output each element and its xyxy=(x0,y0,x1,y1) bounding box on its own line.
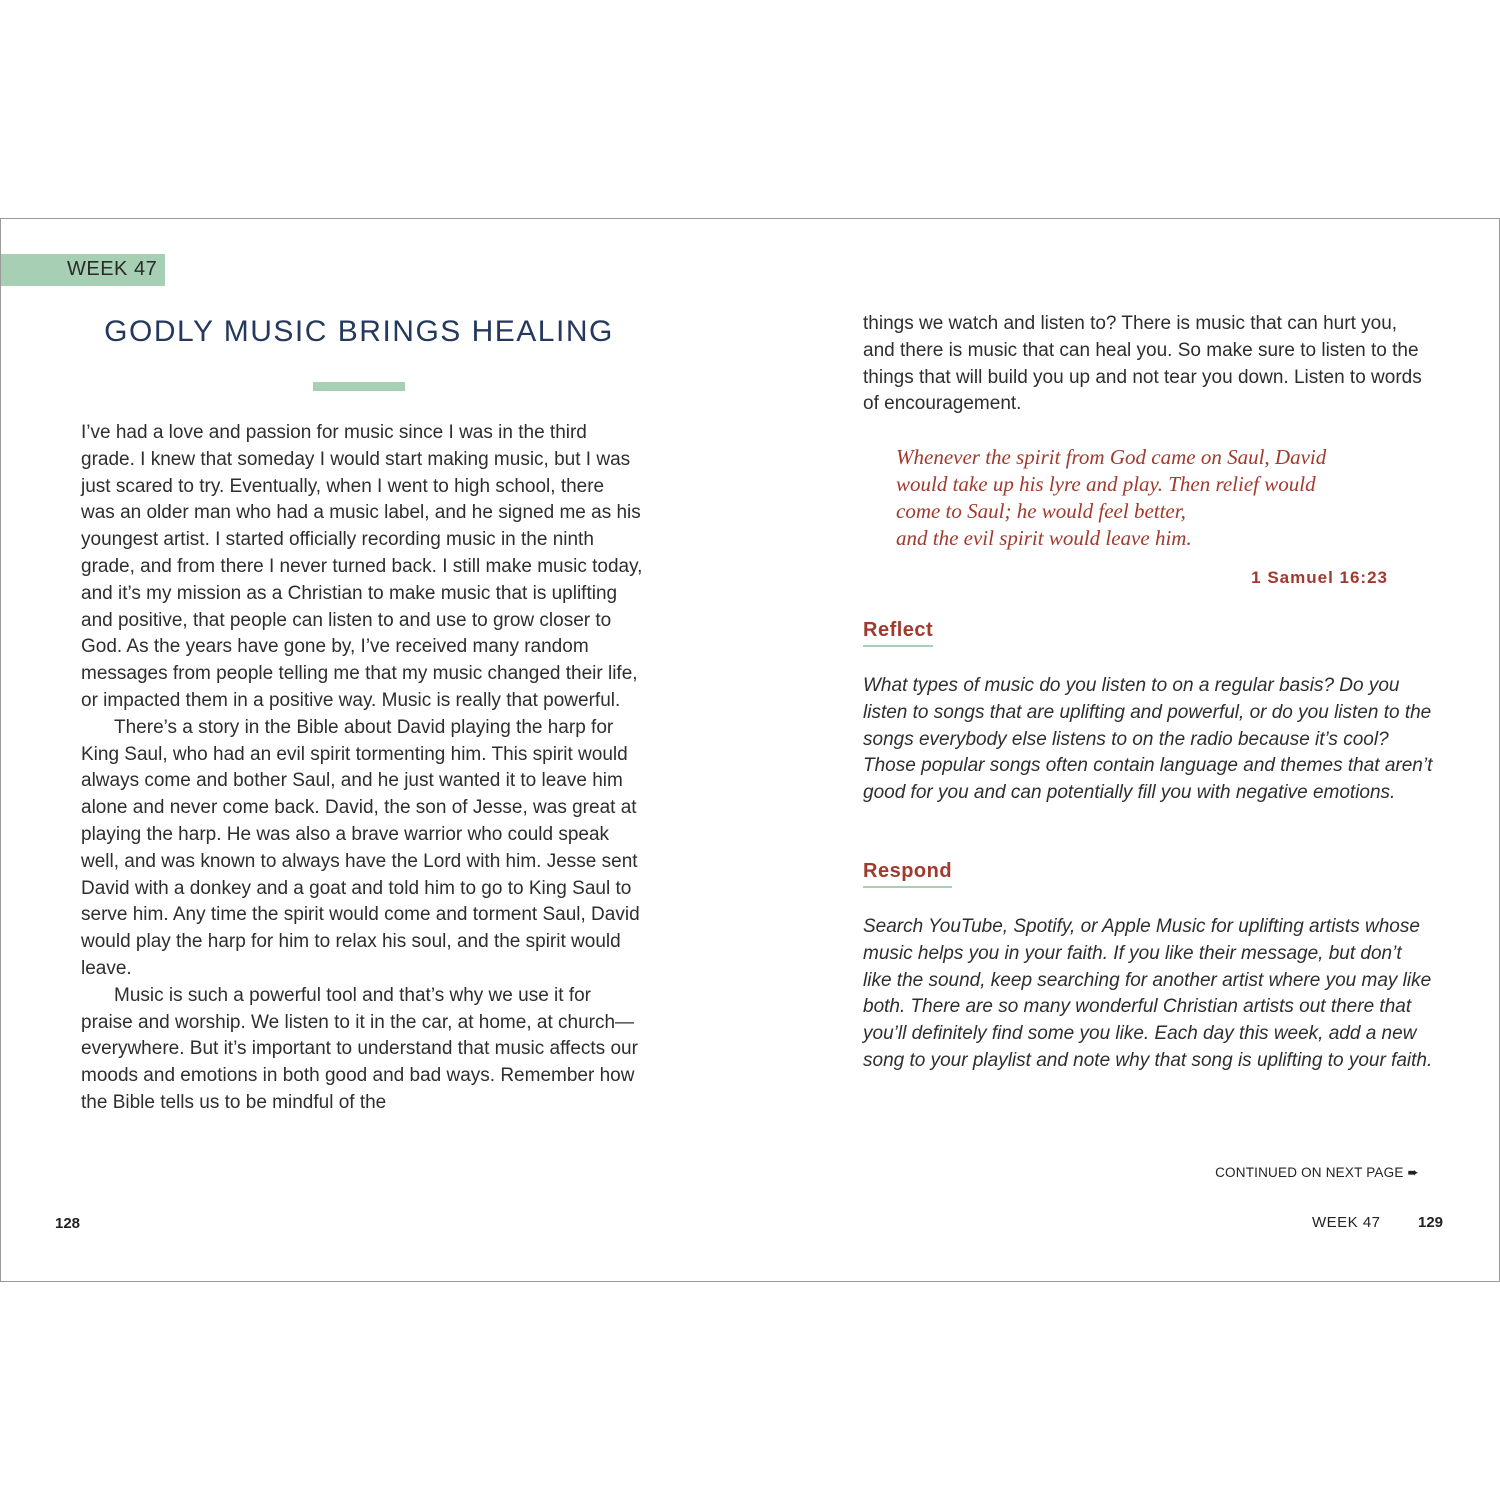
quote-line: Whenever the spirit from God came on Saul, David xyxy=(896,445,1327,469)
continued-note: CONTINUED ON NEXT PAGE ➨ xyxy=(1215,1165,1419,1180)
body-paragraph: There’s a story in the Bible about David playing the harp for King Saul, who had an evil spirit tormenting him. This spirit would always come and bother Saul, and he just wanted it to leave him alone and never come back. David, the son of Jesse, was great at playing the harp. He was also a brave warrior who could speak well, and was known to always have the Lord with him. Jesse sent David with a donkey and a goat and told him to go to King Saul to serve him. Any time the spirit would come and torment Saul, David would play the harp for him to relax his soul, and the spirit would leave. xyxy=(81,716,640,979)
reflect-text: What types of music do you listen to on a regular basis? Do you listen to songs that are uplifting and powerful, or do you listen to the songs everybody else listens to on the radio because it’s cool? Those popular songs often contain language and themes that aren’t good for you and can potentially fill you with negative emotions. xyxy=(863,675,1433,804)
body-paragraph: I’ve had a love and passion for music since I was in the third grade. I knew that someday I would start making music, but I was just scared to try. Eventually, when I went to high school, there was an older man who had a music label, and he signed me as his youngest artist. I started officially recording music in the ninth grade, and from there I never turned back. I still make music today, and it’s my mission as a Christian to make music that is uplifting and positive, that people can listen to and use to grow closer to God. As the years have gone by, I’ve received many random messages from people telling me that my music changed their life, or impacted them in a positive way. Music is really that powerful. xyxy=(81,422,643,711)
reflect-heading: Reflect xyxy=(863,619,933,647)
page-number-right: 129 xyxy=(1418,1214,1444,1231)
right-page xyxy=(750,219,1499,1281)
title-underline xyxy=(313,382,405,391)
left-page xyxy=(1,219,750,1281)
quote-line: and the evil spirit would leave him. xyxy=(896,526,1192,550)
body-paragraph: Music is such a powerful tool and that’s why we use it for praise and worship. We listen to it in the car, at home, at church—everywhere. But it’s important to understand that music affects our moods and emotions in both good and bad ways. Remember how the Bible tells us to be mindful of the xyxy=(81,984,638,1113)
page-number-left: 128 xyxy=(55,1215,81,1232)
respond-heading: Respond xyxy=(863,860,952,888)
week-tag xyxy=(1,254,165,286)
book-spread xyxy=(0,218,1500,1282)
page-title: GODLY MUSIC BRINGS HEALING xyxy=(104,315,614,348)
week-tag-label: WEEK 47 xyxy=(67,258,158,280)
continued-paragraph: things we watch and listen to? There is music that can hurt you, and there is music that can heal you. So make sure to listen to the things that will build you up and not tear you down. Listen to words of encouragement. xyxy=(863,313,1422,415)
respond-text: Search YouTube, Spotify, or Apple Music for uplifting artists whose music helps you in your faith. If you like their message, but don’t like the sound, keep searching for another artist where you may like both. There are so many wonderful Christian artists out there that you’ll definitely find some you like. Each day this week, add a new song to your playlist and note why that song is uplifting to your faith. xyxy=(863,916,1433,1071)
running-footer: WEEK 47 xyxy=(1312,1214,1381,1231)
scripture-quote xyxy=(896,444,1396,552)
body-text xyxy=(81,420,643,1117)
quote-line: would take up his lyre and play. Then relief would xyxy=(896,472,1316,496)
scripture-reference: 1 Samuel 16:23 xyxy=(1251,568,1388,587)
quote-line: come to Saul; he would feel better, xyxy=(896,499,1186,523)
